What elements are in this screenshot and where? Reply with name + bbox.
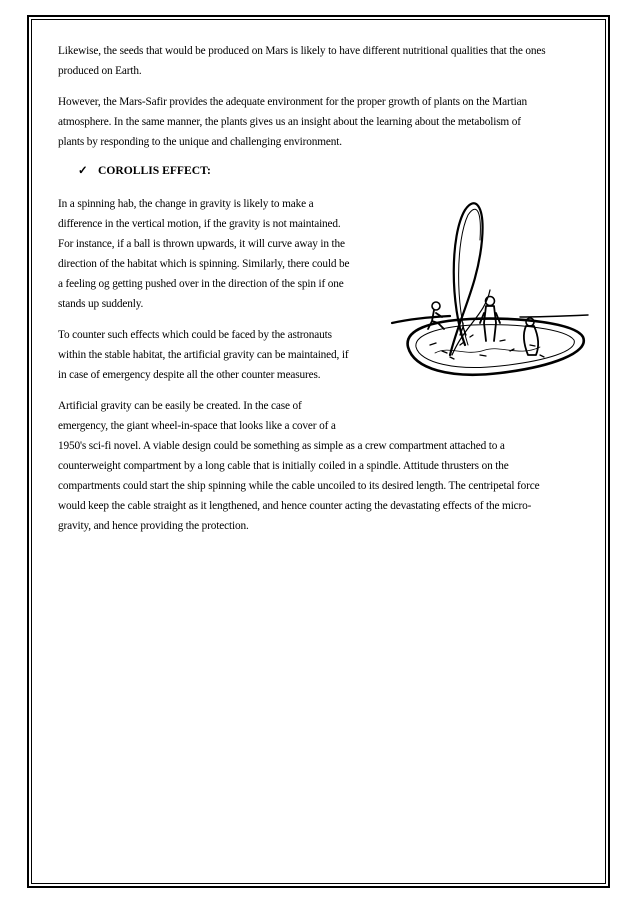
paragraph-1-line-2: produced on Earth. xyxy=(58,65,142,77)
paragraph-3-line-4: direction of the habitat which is spinning. Similarly, there could be xyxy=(58,258,350,270)
paragraph-5-line-3: 1950's sci-fi novel. A viable design could be something as simple as a crew compartment attached to a xyxy=(58,440,505,452)
paragraph-4-line-1: To counter such effects which could be faced by the astronauts xyxy=(58,329,332,341)
paragraph-2-line-2: atmosphere. In the same manner, the plants gives us an insight about the learning about the metabolism of xyxy=(58,116,521,128)
paragraph-3-line-6: stands up suddenly. xyxy=(58,298,144,310)
paragraph-5-line-2: emergency, the giant wheel-in-space that looks like a cover of a xyxy=(58,420,336,432)
paragraph-5-line-6: would keep the cable straight as it lengthened, and hence counter acting the devastating effects of the micro- xyxy=(58,500,532,512)
paragraph-5-line-4: counterweight compartment by a long cable that is initially coiled in a spindle. Attitude thrusters on the xyxy=(58,460,509,472)
paragraph-3-line-1: In a spinning hab, the change in gravity is likely to make a xyxy=(58,198,314,210)
paragraph-2-line-3: plants by responding to the unique and challenging environment. xyxy=(58,136,342,148)
paragraph-2-line-1: However, the Mars-Safir provides the adequate environment for the proper growth of plants on the Martian xyxy=(58,96,527,108)
paragraph-5-line-1: Artificial gravity can be easily be created. In the case of xyxy=(58,400,302,412)
paragraph-4-line-3: in case of emergency despite all the other counter measures. xyxy=(58,369,321,381)
paragraph-5-line-5: compartments could start the ship spinning while the cable uncoiled to its desired length. The centripetal force xyxy=(58,480,540,492)
section-heading xyxy=(78,161,211,181)
paragraph-5-line-7: gravity, and hence providing the protection. xyxy=(58,520,249,532)
paragraph-3-line-5: a feeling og getting pushed over in the direction of the spin if one xyxy=(58,278,344,290)
habitat-sketch-illustration xyxy=(390,195,590,395)
section-heading-title: COROLLIS EFFECT: xyxy=(98,164,211,177)
checkmark-icon: ✓ xyxy=(78,164,88,177)
paragraph-3-line-3: For instance, if a ball is thrown upwards, it will curve away in the xyxy=(58,238,345,250)
paragraph-1-line-1: Likewise, the seeds that would be produced on Mars is likely to have different nutritional qualities that the ones xyxy=(58,45,546,57)
paragraph-3-line-2: difference in the vertical motion, if the gravity is not maintained. xyxy=(58,218,341,230)
paragraph-4-line-2: within the stable habitat, the artificial gravity can be maintained, if xyxy=(58,349,349,361)
